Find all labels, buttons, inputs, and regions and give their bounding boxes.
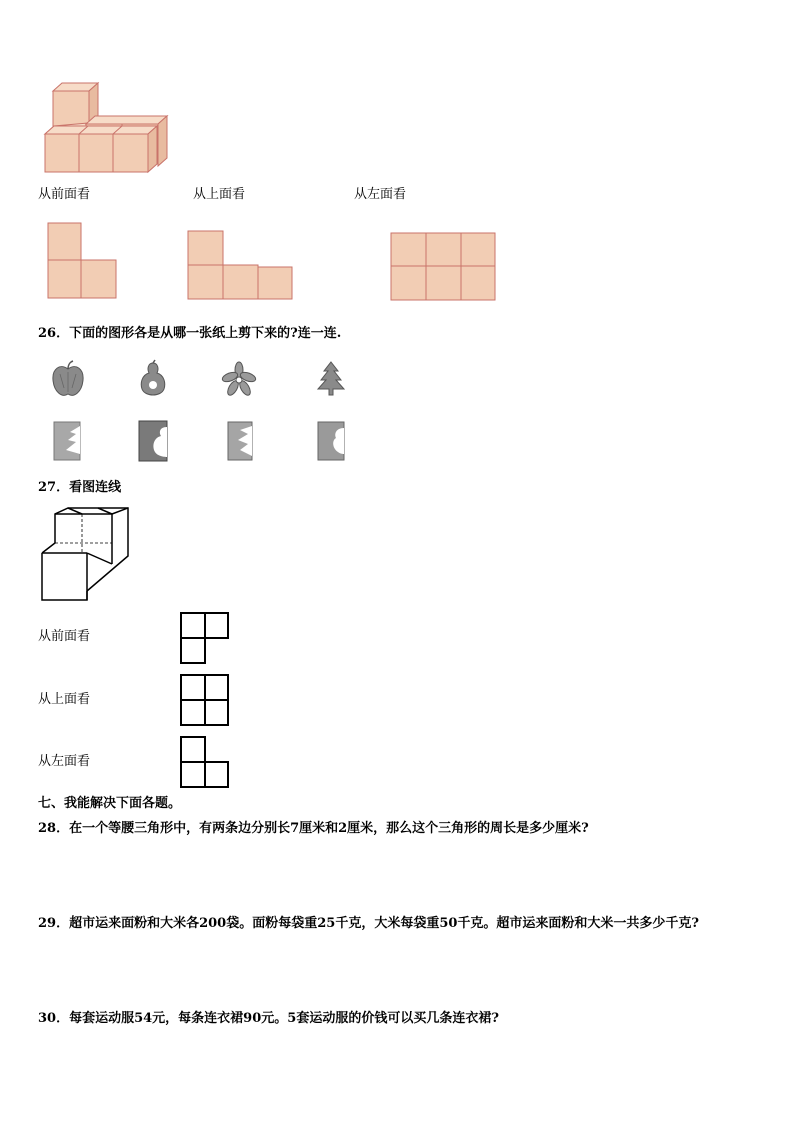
q27-label-left: 从左面看: [38, 754, 91, 769]
cut-paper-gourd-icon: [137, 419, 169, 463]
q25-cube-stack-figure: [40, 78, 175, 178]
gourd-shape-icon: [136, 361, 170, 399]
q25-left-view-figure: [389, 231, 497, 302]
q25-label-top: 从上面看: [193, 187, 246, 202]
q27-view-grid-b: [180, 674, 230, 727]
section7-title: 七、我能解决下面各题。: [38, 796, 182, 811]
cut-paper-tree-icon: [52, 420, 82, 462]
q25-label-left: 从左面看: [354, 187, 407, 202]
q25-label-front: 从前面看: [38, 187, 91, 202]
cut-paper-flower-icon: [226, 420, 254, 462]
q26-title: 26．下面的图形各是从哪一张纸上剪下来的?连一连.: [38, 326, 342, 341]
q25-top-view-figure: [186, 229, 294, 301]
q28-text: 28．在一个等腰三角形中，有两条边分别长7厘米和2厘米，那么这个三角形的周长是多少厘米?: [38, 821, 589, 836]
tree-shape-icon: [316, 360, 346, 396]
q25-front-view-figure: [46, 221, 118, 300]
q30-text: 30．每套运动服54元，每条连衣裙90元。5套运动服的价钱可以买几条连衣裙?: [38, 1011, 499, 1026]
q27-cube-line-figure: [38, 506, 132, 602]
q27-title: 27．看图连线: [38, 480, 122, 495]
cut-paper-apple-icon: [316, 420, 346, 462]
q27-view-grid-a: [180, 612, 230, 665]
apple-shape-icon: [50, 360, 86, 400]
q27-label-front: 从前面看: [38, 629, 91, 644]
q27-label-top: 从上面看: [38, 692, 91, 707]
q29-text: 29．超市运来面粉和大米各200袋。面粉每袋重25千克，大米每袋重50千克。超市运来面粉和大米一共多少千克?: [38, 916, 700, 931]
q27-view-grid-c: [180, 736, 230, 789]
flower-shape-icon: [221, 362, 257, 396]
